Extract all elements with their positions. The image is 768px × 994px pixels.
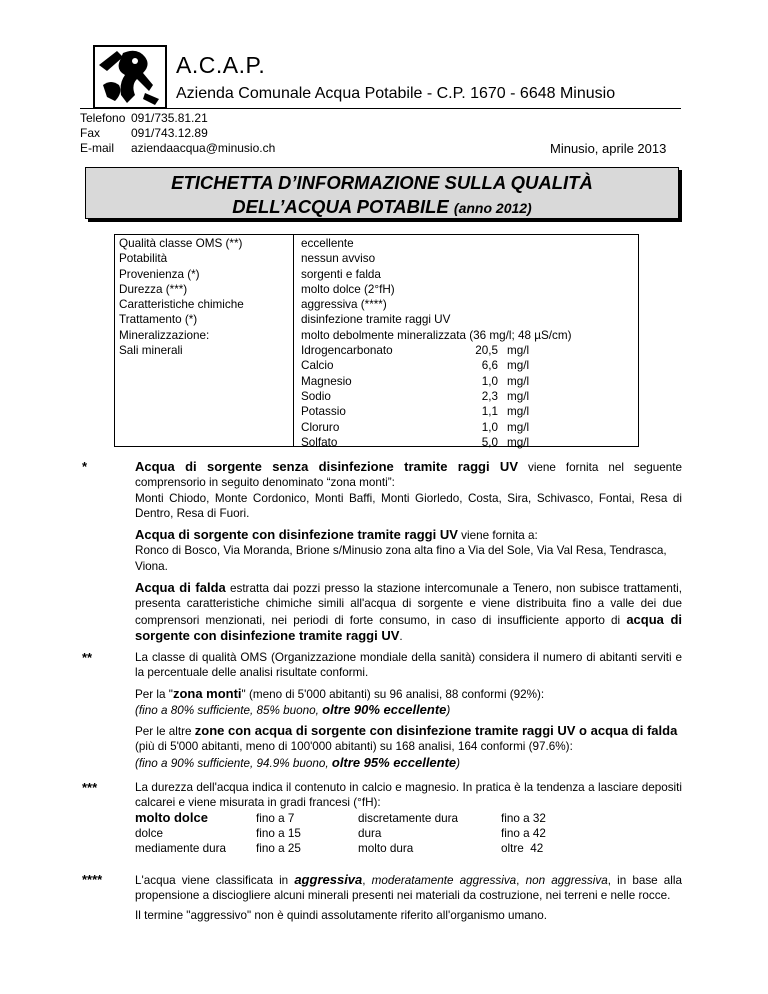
note-2-paragraph-3 xyxy=(135,723,682,739)
mineral-unit: mg/l xyxy=(507,359,530,373)
note-1-bold-2: Acqua di sorgente con disinfezione tramite raggi UV xyxy=(135,527,458,543)
table-value: molto debolmente mineralizzata (36 mg/l; 48 µS/cm) xyxy=(301,328,572,342)
table-value: sorgenti e falda xyxy=(301,267,381,281)
hardness-limit: fino a 25 xyxy=(256,842,301,855)
mineral-name: Idrogencarbonato xyxy=(301,344,393,358)
note-1-places: Monti Chiodo, Monte Cordonico, Monti Baffi, Monti Giorledo, Costa, Sira, Schivasco, Fontai, Resa di Dentro, Resa di Fuori. xyxy=(135,491,682,520)
table-label: Caratteristiche chimiche xyxy=(119,298,244,312)
note-2-bold-2: zone con acqua di sorgente con disinfezione tramite raggi UV o acqua di falda xyxy=(194,723,678,739)
contact-value: 091/735.81.21 xyxy=(131,111,208,125)
mineral-name: Calcio xyxy=(301,359,334,373)
mineral-row xyxy=(301,420,571,435)
note-4-sep: , xyxy=(362,874,366,887)
hardness-name: mediamente dura xyxy=(135,842,226,855)
hardness-limit: fino a 32 xyxy=(501,812,546,825)
note-1-bold: Acqua di sorgente senza disinfezione tramite raggi UV xyxy=(135,459,518,474)
note-2-it-bold-2: oltre 95% eccellente xyxy=(331,754,457,770)
note-1-places-2: Ronco di Bosco, Via Moranda, Brione s/Minusio zona alta fino a Via del Sole, Via Val Resa, Tendrasca, Viona. xyxy=(135,544,667,573)
org-subtitle: Azienda Comunale Acqua Potabile - C.P. 1670 - 6648 Minusio xyxy=(176,85,616,102)
note-1-text: viene fornita nel seguente comprensorio in seguito denominato “zona monti”: xyxy=(135,461,683,490)
mineral-row xyxy=(301,389,571,404)
note-2-it-bold: oltre 90% eccellente xyxy=(322,701,447,717)
mineral-unit: mg/l xyxy=(507,405,530,419)
mineral-unit: mg/l xyxy=(507,389,530,403)
contact-label: Telefono xyxy=(80,111,126,125)
note-4-sep-2: , xyxy=(516,874,520,887)
note-1-bold-4: acqua di sorgente con disinfezione tramite raggi UV xyxy=(135,611,682,643)
mineral-row xyxy=(301,435,571,450)
mineral-unit: mg/l xyxy=(507,374,530,388)
mineral-unit: mg/l xyxy=(507,435,530,449)
hardness-name: molto dura xyxy=(358,842,414,855)
note-4-marker: **** xyxy=(82,872,103,887)
hardness-limit: oltre 42 xyxy=(501,842,544,855)
contact-label: E-mail xyxy=(80,141,115,155)
table-value: nessun avviso xyxy=(301,252,376,266)
table-value: eccellente xyxy=(301,237,354,250)
title-banner xyxy=(85,167,679,219)
mineral-row xyxy=(301,358,571,373)
note-2-scale-1 xyxy=(135,702,682,718)
mineral-unit: mg/l xyxy=(507,420,530,434)
table-label: Provenienza (*) xyxy=(119,267,200,281)
banner-line-1: ETICHETTA D’INFORMAZIONE SULLA QUALITÀ xyxy=(171,172,593,193)
note-2-it-2: (fino a 90% sufficiente, 94.9% buono, xyxy=(135,756,329,770)
quality-table xyxy=(114,234,639,447)
banner-year: (anno 2012) xyxy=(453,200,532,216)
contact-label: Fax xyxy=(80,126,101,140)
table-label: Durezza (***) xyxy=(119,282,188,296)
mineral-row xyxy=(301,374,571,389)
mineral-value: 20,5 xyxy=(475,344,498,358)
note-1-bold-3: Acqua di falda xyxy=(135,580,226,596)
hardness-limit: fino a 15 xyxy=(256,827,301,840)
note-1-paragraph-2 xyxy=(135,527,682,543)
contact-fax xyxy=(80,126,275,141)
note-2-marker: ** xyxy=(82,650,93,665)
table-value: disinfezione tramite raggi UV xyxy=(301,313,451,327)
mineral-value: 6,6 xyxy=(481,359,498,373)
table-values xyxy=(301,236,571,450)
note-1-end: . xyxy=(399,629,403,643)
contact-email xyxy=(80,141,275,156)
note-1-paragraph-1 xyxy=(135,459,682,491)
note-4-italic-1: moderatamente aggressiva xyxy=(371,874,517,887)
contact-block xyxy=(80,111,275,156)
hardness-name: molto dolce xyxy=(135,810,208,825)
note-2-text-2: (più di 5'000 abitanti, meno di 100'000 abitanti) su 168 analisi, 164 conformi (97.6%): xyxy=(135,740,573,754)
contact-value: 091/743.12.89 xyxy=(131,126,208,140)
table-divider xyxy=(293,235,294,446)
mineral-value: 1,1 xyxy=(481,405,498,419)
note-1-text-2: viene fornita a: xyxy=(461,529,538,543)
mineral-name: Sodio xyxy=(301,389,331,403)
hardness-name: discretamente dura xyxy=(358,812,459,825)
note-3-paragraph: La durezza dell'acqua indica il contenuto in calcio e magnesio. In pratica è la tendenza a lasciare depositi calcarei e viene misurata in gradi francesi (°fH): xyxy=(135,781,682,810)
acap-logo-icon xyxy=(93,45,167,109)
note-4-bold: aggressiva xyxy=(294,872,363,887)
table-labels xyxy=(119,236,244,358)
note-2-text: " (meno di 5'000 abitanti) su 96 analisi, 88 conformi (92%): xyxy=(241,687,545,701)
note-3-marker: *** xyxy=(82,780,98,795)
table-label: Trattamento (*) xyxy=(119,313,198,327)
contact-email-link[interactable]: aziendaacqua@minusio.ch xyxy=(131,141,276,155)
hardness-name: dura xyxy=(358,827,382,840)
mineral-value: 2,3 xyxy=(481,389,498,403)
hardness-name: dolce xyxy=(135,827,163,840)
mineral-unit: mg/l xyxy=(507,344,530,358)
note-4-paragraph-1 xyxy=(135,872,682,904)
table-value: molto dolce (2°fH) xyxy=(301,282,395,296)
note-1-marker: * xyxy=(82,459,88,474)
mineral-name: Solfato xyxy=(301,435,338,449)
mineral-name: Magnesio xyxy=(301,374,352,388)
header-divider xyxy=(80,108,681,109)
hardness-limit: fino a 7 xyxy=(256,812,295,825)
mineral-value: 1,0 xyxy=(481,374,498,388)
banner-line-2-main: DELL’ACQUA POTABILE xyxy=(232,196,449,217)
note-2 xyxy=(135,650,682,771)
table-label: Sali minerali xyxy=(119,344,183,358)
table-label: Mineralizzazione: xyxy=(119,328,210,342)
mineral-name: Potassio xyxy=(301,405,346,419)
note-4-paragraph-2: Il termine "aggressivo" non è quindi assolutamente riferito all'organismo umano. xyxy=(135,908,548,922)
note-4-text: , in base alla propensione a disciogliere alcuni minerali presenti nei materiali da costruzione, nei terreni e nelle rocce. xyxy=(135,874,683,903)
table-value: aggressiva (****) xyxy=(301,298,387,312)
note-2-paragraph-2 xyxy=(135,686,682,702)
table-label: Qualità classe OMS (**) xyxy=(119,237,243,250)
note-2-pre-2: Per le altre xyxy=(135,725,192,739)
hardness-scale xyxy=(135,810,682,858)
mineral-value: 5,0 xyxy=(481,435,498,449)
note-4 xyxy=(135,872,682,923)
mineral-value: 1,0 xyxy=(481,420,498,434)
note-2-paragraph-1: La classe di qualità OMS (Organizzazione mondiale della sanità) considera il numero di abitanti serviti e la percentuale delle analisi risultate conformi. xyxy=(135,651,682,680)
mineral-name: Cloruro xyxy=(301,420,340,434)
banner-line-2 xyxy=(86,195,678,220)
note-1-paragraph-3 xyxy=(135,580,682,644)
note-2-scale-2 xyxy=(135,755,682,771)
note-1 xyxy=(135,459,682,644)
note-2-it-end: ) xyxy=(446,703,451,717)
note-4-pre: L'acqua viene classificata in xyxy=(135,874,289,887)
contact-phone xyxy=(80,111,275,126)
note-4-italic-2: non aggressiva xyxy=(525,874,608,887)
table-label: Potabilità xyxy=(119,252,168,266)
note-2-bold: zona monti xyxy=(172,685,242,701)
note-2-pre: Per la " xyxy=(135,687,173,701)
mineral-row xyxy=(301,343,571,358)
note-2-it: (fino a 80% sufficiente, 85% buono, xyxy=(135,703,319,717)
hardness-limit: fino a 42 xyxy=(501,827,546,840)
mineral-row xyxy=(301,404,571,419)
note-2-it-end-2: ) xyxy=(456,756,461,770)
note-1-text-3: estratta dai pozzi presso la stazione intercomunale a Tenero, non subisce trattamenti, presenta caratteristiche chimiche simili all'acqua di sorgente e viene distribuita fino a valle dei due comprensori menzionati, nei periodi di forte consumo, in caso di insufficiente apporto di xyxy=(135,582,682,627)
document-date: Minusio, aprile 2013 xyxy=(550,141,667,156)
org-title: A.C.A.P. xyxy=(176,52,266,78)
